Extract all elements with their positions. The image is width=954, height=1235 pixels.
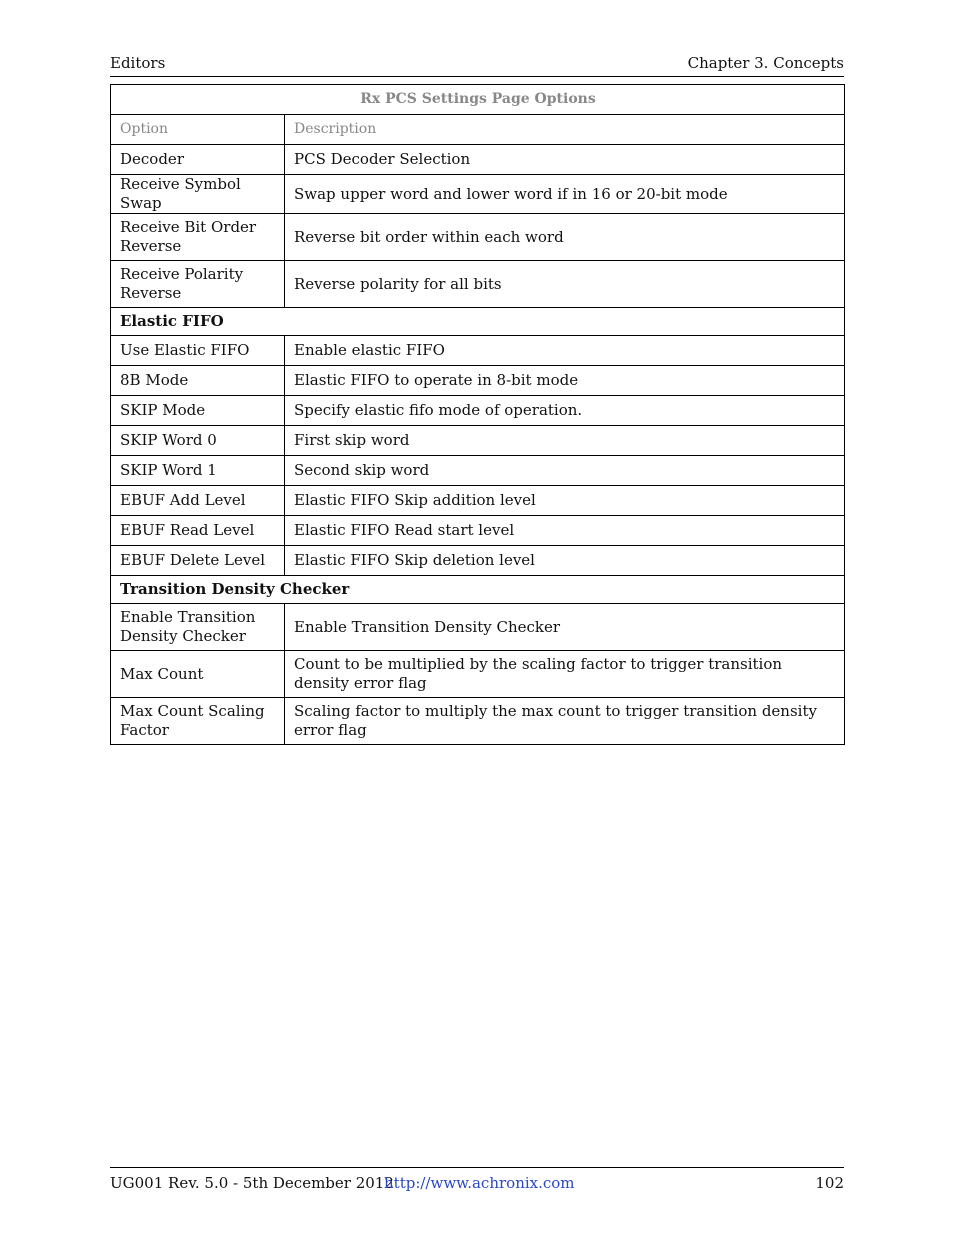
rx-pcs-options-table bbox=[110, 84, 845, 745]
table-row bbox=[111, 546, 845, 576]
description-cell: Scaling factor to multiply the max count to trigger transition density error flag bbox=[285, 698, 845, 745]
section-row-transition-density-checker bbox=[111, 576, 845, 604]
option-cell: Decoder bbox=[111, 145, 285, 175]
option-cell: Receive Symbol Swap bbox=[111, 175, 285, 214]
page-number: 102 bbox=[815, 1174, 844, 1192]
table-caption: Rx PCS Settings Page Options bbox=[111, 85, 845, 115]
table-row bbox=[111, 175, 845, 214]
page-header bbox=[110, 54, 844, 77]
table-row bbox=[111, 698, 845, 745]
description-cell: Enable Transition Density Checker bbox=[285, 604, 845, 651]
description-cell: Specify elastic fifo mode of operation. bbox=[285, 396, 845, 426]
section-heading: Elastic FIFO bbox=[111, 308, 845, 336]
table-row bbox=[111, 145, 845, 175]
column-header-option: Option bbox=[111, 115, 285, 145]
option-cell: SKIP Word 0 bbox=[111, 426, 285, 456]
description-cell: Elastic FIFO Skip deletion level bbox=[285, 546, 845, 576]
description-cell: Elastic FIFO Read start level bbox=[285, 516, 845, 546]
table-row bbox=[111, 366, 845, 396]
document-revision: UG001 Rev. 5.0 - 5th December 2012 bbox=[110, 1174, 394, 1192]
description-cell: Enable elastic FIFO bbox=[285, 336, 845, 366]
table-row bbox=[111, 516, 845, 546]
section-row-elastic-fifo bbox=[111, 308, 845, 336]
page-footer bbox=[110, 1167, 844, 1194]
description-cell: Elastic FIFO Skip addition level bbox=[285, 486, 845, 516]
option-cell: EBUF Add Level bbox=[111, 486, 285, 516]
description-cell: First skip word bbox=[285, 426, 845, 456]
header-section-title: Editors bbox=[110, 54, 166, 72]
option-cell: EBUF Delete Level bbox=[111, 546, 285, 576]
section-heading: Transition Density Checker bbox=[111, 576, 845, 604]
website-link[interactable]: http://www.achronix.com bbox=[384, 1174, 575, 1192]
table-row bbox=[111, 426, 845, 456]
table-row bbox=[111, 604, 845, 651]
option-cell: Receive Bit Order Reverse bbox=[111, 214, 285, 261]
option-cell: SKIP Word 1 bbox=[111, 456, 285, 486]
option-cell: SKIP Mode bbox=[111, 396, 285, 426]
table-row bbox=[111, 651, 845, 698]
description-cell: PCS Decoder Selection bbox=[285, 145, 845, 175]
description-cell: Reverse bit order within each word bbox=[285, 214, 845, 261]
option-cell: Receive Polarity Reverse bbox=[111, 261, 285, 308]
table-row bbox=[111, 214, 845, 261]
option-cell: Max Count Scaling Factor bbox=[111, 698, 285, 745]
option-cell: Use Elastic FIFO bbox=[111, 336, 285, 366]
table-row bbox=[111, 261, 845, 308]
table-row bbox=[111, 456, 845, 486]
description-cell: Count to be multiplied by the scaling factor to trigger transition density error flag bbox=[285, 651, 845, 698]
table-row bbox=[111, 396, 845, 426]
option-cell: Enable Transition Density Checker bbox=[111, 604, 285, 651]
column-header-description: Description bbox=[285, 115, 845, 145]
description-cell: Reverse polarity for all bits bbox=[285, 261, 845, 308]
table-row bbox=[111, 336, 845, 366]
table-header-row bbox=[111, 115, 845, 145]
option-cell: EBUF Read Level bbox=[111, 516, 285, 546]
option-cell: Max Count bbox=[111, 651, 285, 698]
header-chapter-title: Chapter 3. Concepts bbox=[687, 54, 844, 72]
table-caption-row bbox=[111, 85, 845, 115]
description-cell: Elastic FIFO to operate in 8-bit mode bbox=[285, 366, 845, 396]
table-row bbox=[111, 486, 845, 516]
option-cell: 8B Mode bbox=[111, 366, 285, 396]
description-cell: Second skip word bbox=[285, 456, 845, 486]
description-cell: Swap upper word and lower word if in 16 or 20-bit mode bbox=[285, 175, 845, 214]
